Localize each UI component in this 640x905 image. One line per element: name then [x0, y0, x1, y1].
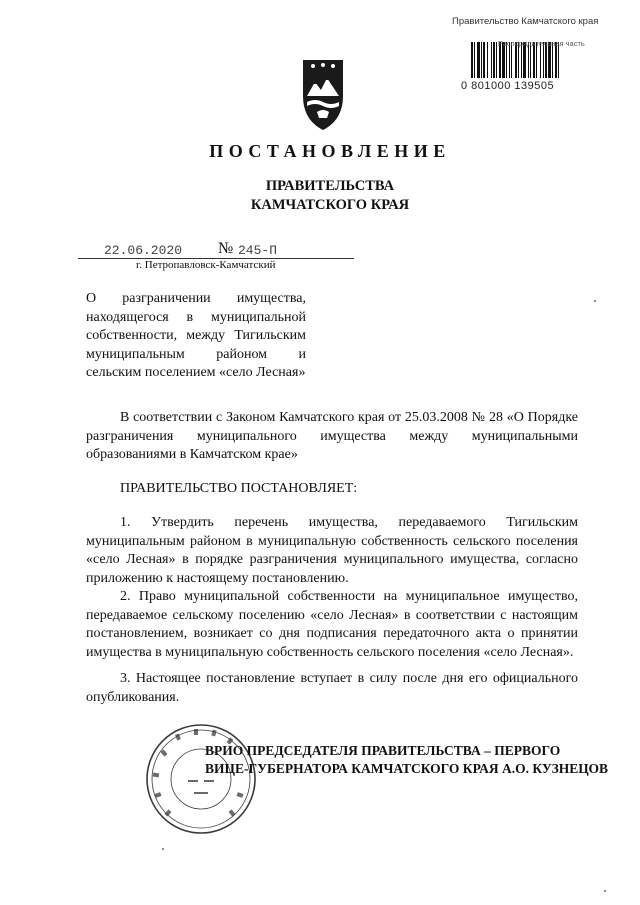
- document-city: г. Петропавловск-Камчатский: [136, 259, 276, 271]
- resolves-heading: ПРАВИТЕЛЬСТВО ПОСТАНОВЛЯЕТ:: [120, 481, 358, 496]
- signature-block: [205, 742, 608, 778]
- round-seal-stamp-icon: [142, 720, 260, 838]
- scan-speck: [604, 890, 606, 892]
- signature-line-2: ВИЦЕ-ГУБЕРНАТОРА КАМЧАТСКОГО КРАЯ А.О. КУЗНЕЦОВ: [205, 761, 609, 776]
- preamble-paragraph: В соответствии с Законом Камчатского края от 25.03.2008 № 28 «О Порядке разграничения муниципального имущества между муниципальными образованиями в Камчатском крае»: [86, 410, 578, 463]
- number-sign: №: [218, 240, 234, 257]
- clause-1: 1. Утвердить перечень имущества, передаваемого Тигильским муниципальным районом в муниципальную собственность сельского поселения «село Лесная» в порядке разграничения муниципального имущества, согласно приложению к настоящему постановлению.: [86, 515, 578, 586]
- document-subject: О разграничении имущества, находящегося в муниципальной собственности, между Тигильским муниципальным районом и сельским поселением «село Лесная»: [86, 291, 306, 381]
- government-label: Правительство Камчатского края: [452, 16, 599, 27]
- scan-speck: [594, 300, 596, 302]
- barcode-digits: 0 801000 139505: [461, 80, 555, 92]
- barcode-bar: [496, 42, 497, 78]
- barcode-bar: [483, 42, 485, 78]
- document-date: 22.06.2020: [104, 243, 183, 258]
- coat-of-arms-icon: [299, 56, 347, 134]
- clause-2: 2. Право муниципальной собственности на муниципальное имущество, передаваемое сельскому поселению «село Лесная» в соответствии с настоящим постановлением, возникает со дня подписания передаточного акта о принятии имущества в муниципальную собственность сельского поселения «село Лесная».: [86, 589, 578, 660]
- issuer-line-2: КАМЧАТСКОГО КРАЯ: [250, 197, 410, 213]
- document-heading: ПОСТАНОВЛЕНИЕ: [209, 141, 451, 161]
- barcode-caption: Распорядительная часть: [498, 39, 585, 48]
- clause-3: 3. Настоящее постановление вступает в силу после дня его официального опубликования.: [86, 671, 578, 705]
- barcode-bar: [477, 42, 480, 78]
- barcode-bar: [471, 42, 473, 78]
- barcode-bar: [474, 42, 475, 78]
- document-issuer: [0, 177, 640, 215]
- scan-speck: [162, 848, 164, 850]
- barcode-bar: [481, 42, 482, 78]
- barcode-bar: [491, 42, 492, 78]
- barcode-bar: [493, 42, 495, 78]
- issuer-line-1: ПРАВИТЕЛЬСТВА: [265, 178, 395, 194]
- barcode-bar: [487, 42, 488, 78]
- document-number: 245-П: [238, 243, 278, 258]
- signature-line-1: ВРИО ПРЕДСЕДАТЕЛЯ ПРАВИТЕЛЬСТВА – ПЕРВОГО: [205, 743, 561, 758]
